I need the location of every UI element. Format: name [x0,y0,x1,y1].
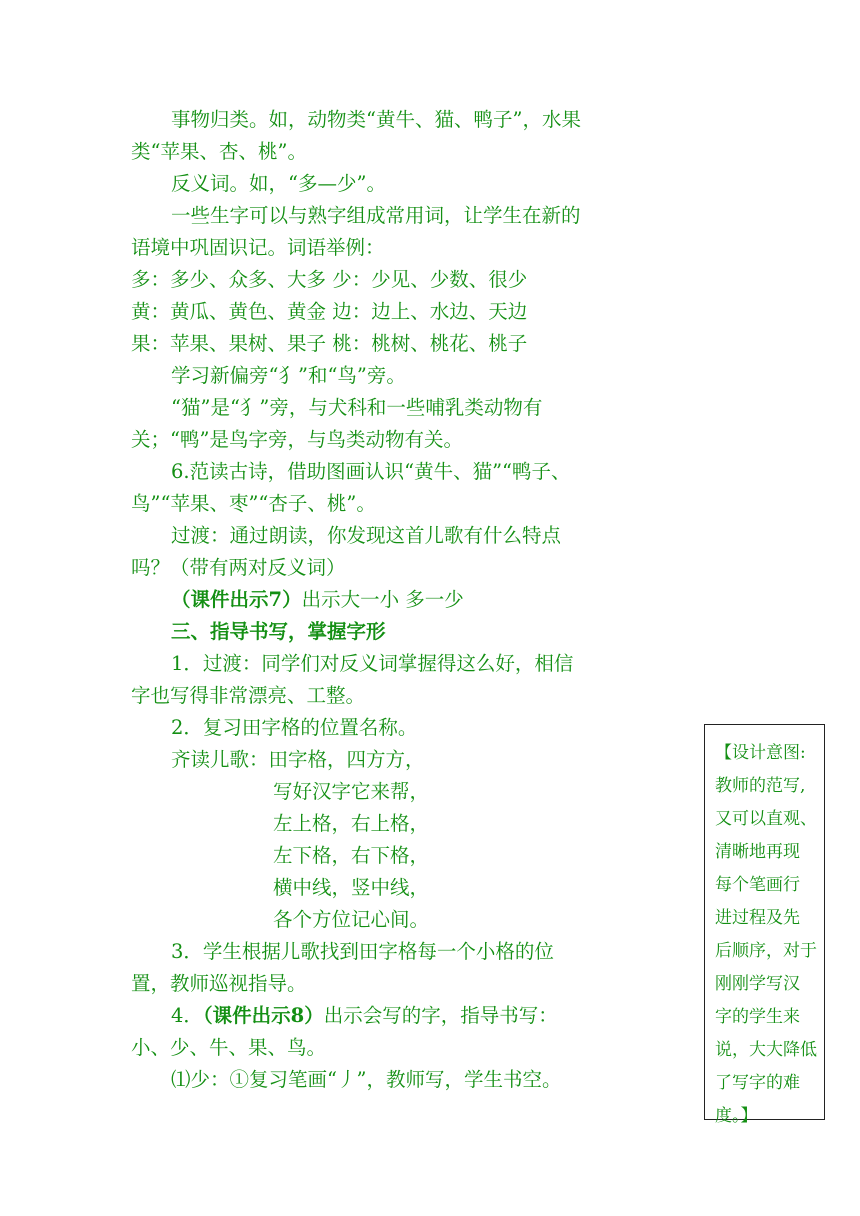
step-3: 3．学生根据儿歌找到田字格每一个小格的位置，教师巡视指导。 [131,940,554,995]
step-2: 2．复习田字格的位置名称。 [171,716,418,739]
poem-line: 齐读儿歌：田字格，四方方， [171,748,425,771]
design-intent-line: 又可以直观、 [715,809,817,829]
step-4-text: 出示会写的字，指导书写：小、少、牛、果、鸟。 [131,1004,558,1059]
design-intent-line: 了写字的难 [715,1073,800,1093]
design-intent-line: 字的学生来 [715,1007,800,1027]
design-intent-box [704,724,825,1126]
paragraph-classification: 事物归类。如，动物类“黄牛、猫、鸭子”，水果类“苹果、杏、桃”。 [131,108,581,163]
design-intent-line: 教师的范写, [715,776,806,796]
lesson-plan-body [131,104,591,1096]
step-4-number: 4． [171,1004,203,1027]
section-heading: 三、指导书写，掌握字形 [171,620,386,643]
step-4 [131,1000,591,1064]
courseware-label: （课件出示7） [171,588,302,611]
design-intent-line: 清晰地再现 [715,842,800,862]
courseware-text: 出示大一小 多一少 [301,588,464,611]
paragraph-antonyms: 反义词。如，“多—少”。 [171,172,386,195]
design-intent-line: 【设计意图: [715,743,806,763]
poem-line: 各个方位记心间。 [273,908,430,931]
poem-line: 左下格，右下格， [273,844,430,867]
paragraph-transition: 过渡：通过朗读，你发现这首儿歌有什么特点吗？（带有两对反义词） [131,524,562,579]
design-intent-line: 进过程及先 [715,908,800,928]
design-intent-line: 刚刚学写汉 [715,974,800,994]
courseware-label: （课件出示8） [202,1004,324,1027]
word-example-line: 黄：黄瓜、黄色、黄金 边：边上、水边、天边 [131,300,528,323]
poem-line: 写好汉字它来帮， [273,780,430,803]
paragraph-radicals: 学习新偏旁“犭”和“鸟”旁。 [171,364,406,387]
design-intent-line: 度。】 [715,1106,758,1126]
step-1: 1．过渡：同学们对反义词掌握得这么好，相信字也写得非常漂亮、工整。 [131,652,574,707]
poem-line: 左上格，右上格， [273,812,430,835]
step-5: ⑴少：①复习笔画“丿”，教师写，学生书空。 [171,1068,562,1091]
design-intent-line: 后顺序，对于 [715,941,817,961]
paragraph-new-words: 一些生字可以与熟字组成常用词，让学生在新的语境中巩固识记。词语举例： [131,204,581,259]
design-intent-line: 说，大大降低 [715,1040,817,1060]
word-example-line: 多：多少、众多、大多 少：少见、少数、很少 [131,268,528,291]
poem-line: 横中线，竖中线， [273,876,430,899]
paragraph-radical-meaning: “猫”是“犭”旁，与犬科和一些哺乳类动物有关；“鸭”是鸟字旁，与鸟类动物有关。 [131,396,543,451]
paragraph-poem-reading: 6.范读古诗，借助图画认识“黄牛、猫”“鸭子、鸟”“苹果、枣”“杏子、桃”。 [131,460,571,515]
paragraph-courseware-7 [131,584,591,616]
design-intent-line: 每个笔画行 [715,875,800,895]
word-example-line: 果：苹果、果树、果子 桃：桃树、桃花、桃子 [131,332,528,355]
